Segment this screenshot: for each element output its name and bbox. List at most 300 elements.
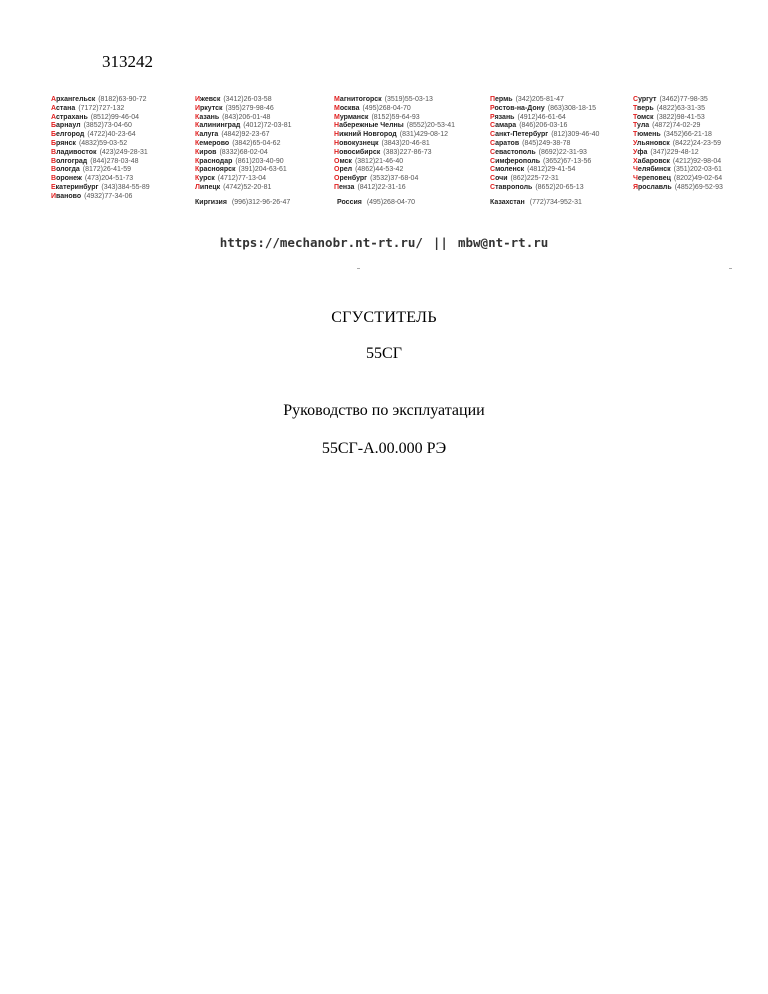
city-rest: алининград [199, 122, 241, 130]
city-rest: ипецк [199, 183, 221, 191]
city-rest: анкт-Петербург [495, 131, 549, 139]
city-initial: К [195, 113, 200, 121]
contact-phone: (4832)59-03-52 [78, 139, 128, 147]
contact-phone: (4722)40-23-64 [87, 131, 136, 139]
footer-city: Россия [337, 199, 362, 206]
city-initial: Б [51, 122, 57, 130]
contact-entry [51, 175, 150, 184]
city-initial: И [51, 192, 57, 200]
contact-entry [334, 96, 455, 105]
contact-city [633, 158, 670, 165]
document-type: Руководство по эксплуатации [283, 402, 485, 419]
contact-city [51, 166, 80, 173]
city-rest: расноярск [199, 166, 236, 174]
city-initial: Р [490, 113, 495, 121]
contact-city [633, 140, 670, 147]
contact-phone: (4742)52-20-81 [223, 183, 272, 191]
contact-phone: (4712)77-13-04 [217, 175, 267, 183]
contact-entry [51, 131, 150, 140]
city-initial: М [334, 96, 340, 103]
city-rest: амара [495, 122, 517, 130]
contact-entry [490, 166, 599, 175]
contact-city [334, 105, 360, 112]
city-rest: ула [637, 122, 650, 130]
contact-city [334, 184, 354, 191]
contact-city [334, 114, 368, 121]
contact-city [51, 114, 88, 121]
city-initial: С [490, 139, 496, 147]
contact-phone: (3843)20-46-81 [381, 139, 430, 147]
contact-city [490, 96, 513, 103]
contact-city [633, 166, 671, 173]
contact-phone: (863)308-18-15 [547, 104, 597, 112]
footer-phone: (495)268-04-70 [366, 199, 416, 206]
contact-city [51, 105, 75, 112]
city-rest: олгоград [56, 157, 88, 165]
contact-entry [51, 122, 150, 131]
contact-city [334, 96, 382, 103]
contact-city [490, 122, 516, 129]
contact-phone: (8182)63-90-72 [98, 96, 147, 103]
city-initial: Т [633, 131, 638, 139]
contact-entry [490, 122, 599, 131]
contact-city [490, 158, 540, 165]
city-initial: П [490, 96, 496, 103]
product-model: 55СГ [366, 345, 402, 362]
contact-city [490, 166, 524, 173]
city-rest: рел [339, 166, 353, 174]
contact-entry [633, 114, 723, 123]
contact-entry [334, 175, 455, 184]
city-rest: ладивосток [56, 148, 97, 156]
city-rest: имферополь [495, 157, 541, 165]
contact-phone: (395)279-98-46 [225, 104, 274, 112]
contact-city [633, 122, 649, 129]
contact-entry [334, 158, 455, 167]
contact-phone: (3852)73-04-60 [83, 122, 132, 130]
contact-phone: (423)249-28-31 [99, 148, 148, 156]
contact-city [195, 105, 223, 112]
city-rest: ургут [638, 96, 657, 103]
contact-phone: (846)206-03-16 [519, 122, 568, 130]
contact-city [334, 131, 397, 138]
city-initial: А [51, 96, 57, 103]
contact-entry [51, 193, 150, 202]
city-rest: стана [55, 104, 76, 112]
contact-phone: (3812)21-46-40 [354, 157, 404, 165]
city-rest: овокузнецк [339, 139, 379, 147]
contact-city [334, 166, 352, 173]
city-rest: верь [637, 104, 654, 112]
city-initial: Б [51, 131, 57, 139]
city-rest: овосибирск [339, 148, 381, 156]
contact-phone: (4812)29-41-54 [527, 166, 576, 174]
contact-phone: (383)227-86-73 [383, 148, 432, 156]
city-rest: евастополь [495, 148, 536, 156]
contact-entry [51, 149, 150, 158]
contact-entry [633, 140, 723, 149]
contact-city [490, 105, 545, 112]
contact-phone: (861)203-40-90 [235, 157, 284, 165]
contact-city [490, 131, 548, 138]
contact-phone: (3452)66-21-18 [663, 131, 712, 139]
city-initial: Н [334, 131, 340, 139]
city-initial: И [195, 96, 201, 103]
contact-phone: (4842)92-23-67 [221, 131, 270, 139]
city-initial: К [195, 122, 200, 130]
contact-phone: (8422)24-23-59 [672, 139, 722, 147]
contact-phone: (4872)74-02-29 [652, 122, 701, 130]
contact-city [51, 96, 95, 103]
contact-entry [195, 105, 292, 114]
city-initial: С [490, 175, 496, 183]
contact-entry [490, 140, 599, 149]
contact-entry [334, 166, 455, 175]
contact-phone: (3462)77-98-35 [659, 96, 708, 103]
contact-entry [51, 166, 150, 175]
contact-city [633, 105, 654, 112]
contact-entry [490, 131, 599, 140]
contact-phone: (3842)65-04-62 [232, 139, 281, 147]
city-initial: А [51, 104, 56, 112]
contact-phone: (391)204-63-61 [238, 166, 287, 174]
contact-phone: (495)268-04-70 [362, 104, 411, 112]
city-initial: Ч [633, 175, 638, 183]
contact-entry [51, 96, 150, 105]
city-initial: А [51, 113, 56, 121]
city-initial: В [51, 157, 57, 165]
footer-city: Киргизия [195, 199, 227, 206]
contact-city [633, 184, 672, 191]
city-initial: У [633, 139, 637, 147]
contact-phone: (7172)727-132 [78, 104, 125, 112]
contact-phone: (3822)98-41-53 [656, 113, 705, 121]
city-initial: Е [51, 183, 56, 191]
city-rest: ологда [56, 166, 80, 174]
city-initial: С [490, 166, 496, 174]
contact-phone: (4852)69-52-93 [674, 183, 723, 191]
contact-phone: (8152)59-64-93 [371, 113, 420, 121]
contact-entry [51, 184, 150, 193]
contact-entry [51, 114, 150, 123]
city-initial: С [490, 157, 496, 165]
contact-phone: (8172)26-41-59 [82, 166, 132, 174]
contact-links [0, 235, 768, 250]
contact-phone: (3532)37-68-04 [370, 175, 419, 183]
contact-entry [633, 96, 723, 105]
city-rest: рхангельск [56, 96, 96, 103]
contact-city [334, 175, 367, 182]
contact-phone: (4822)63-31-35 [656, 104, 705, 112]
city-rest: юмень [637, 131, 661, 139]
contact-entry [334, 149, 455, 158]
city-initial: Т [633, 113, 637, 121]
city-initial: О [334, 157, 340, 165]
city-rest: фа [637, 148, 648, 156]
contact-phone: (8652)20-65-13 [535, 183, 584, 191]
contact-city [195, 166, 236, 173]
contact-city [51, 193, 81, 200]
city-rest: оронеж [56, 175, 82, 183]
scan-dot [729, 268, 732, 269]
contact-phone: (8332)68-02-04 [219, 148, 268, 156]
footer-phone: (772)734-952-31 [529, 199, 582, 206]
city-rest: ркутск [200, 104, 223, 112]
contact-city [633, 149, 647, 156]
city-initial: С [490, 131, 496, 139]
city-initial: Н [334, 148, 340, 156]
contact-phone: (4012)72-03-81 [243, 122, 292, 130]
contact-city [51, 122, 81, 129]
contact-entry [195, 175, 292, 184]
contact-city [51, 131, 84, 138]
contact-city [490, 175, 508, 182]
contact-city [195, 131, 218, 138]
contact-entry [334, 131, 455, 140]
city-initial: Х [633, 157, 638, 165]
contact-city [195, 140, 229, 147]
city-rest: абережные Челны [339, 122, 404, 130]
contact-city [51, 184, 98, 191]
contact-city [334, 122, 404, 129]
contact-entry [633, 184, 723, 193]
contact-entry [195, 184, 292, 193]
contact-entry [633, 166, 723, 175]
contact-entry [195, 122, 292, 131]
city-rest: таврополь [495, 183, 533, 191]
contact-phone: (812)309-46-40 [551, 131, 600, 139]
contact-city [51, 149, 97, 156]
product-type-title: СГУСТИТЕЛЬ [331, 309, 437, 326]
city-initial: Т [633, 122, 638, 130]
contact-entry [490, 96, 599, 105]
contact-phone: (3652)67-13-56 [543, 157, 592, 165]
contact-phone: (845)249-38-78 [522, 139, 571, 147]
city-rest: льяновск [636, 139, 670, 147]
contact-city [195, 122, 240, 129]
contact-phone: (342)205-81-47 [515, 96, 564, 103]
contact-city [195, 96, 220, 103]
contact-phone: (844)278-03-48 [90, 157, 139, 165]
city-initial: М [334, 104, 340, 112]
city-initial: И [195, 104, 201, 112]
city-rest: емерово [199, 139, 230, 147]
footer-contact-russia [337, 199, 415, 208]
contact-entry [490, 175, 599, 184]
contacts-column-3 [334, 96, 455, 193]
city-rest: моленск [495, 166, 525, 174]
document-code: 55СГ-А.00.000 РЭ [321, 440, 447, 457]
contact-city [490, 140, 519, 147]
footer-city: Казахстан [490, 199, 525, 206]
city-initial: Н [334, 122, 340, 130]
city-rest: абаровск [637, 157, 670, 165]
email-link[interactable]: mbw@nt-rt.ru [457, 235, 549, 250]
contact-entry [633, 105, 723, 114]
city-initial: Ч [633, 166, 638, 174]
contact-phone: (8692)22-31-93 [538, 148, 587, 156]
contact-entry [195, 96, 292, 105]
contacts-column-5 [633, 96, 723, 193]
contact-entry [633, 131, 723, 140]
contact-city [490, 114, 514, 121]
contact-entry [334, 105, 455, 114]
city-rest: ренбург [339, 175, 368, 183]
contact-phone: (4212)92-98-04 [672, 157, 722, 165]
contact-city [195, 158, 232, 165]
footer-contact-kazakhstan [490, 199, 582, 208]
contact-entry [195, 166, 292, 175]
contact-phone: (3412)26-03-58 [223, 96, 272, 103]
contact-entry [490, 105, 599, 114]
city-initial: Р [490, 104, 495, 112]
city-initial: Л [195, 183, 200, 191]
contact-phone: (862)225-72-31 [510, 175, 559, 183]
city-initial: К [195, 139, 200, 147]
contact-city [195, 175, 215, 182]
contacts-column-4 [490, 96, 599, 193]
city-rest: язань [494, 113, 515, 121]
contact-phone: (347)229-48-12 [650, 148, 699, 156]
links-separator: || [432, 235, 448, 250]
contact-city [633, 114, 654, 121]
footer-contact-kyrgyzstan [195, 199, 290, 208]
contact-city [334, 140, 379, 147]
contact-phone: (8412)22-31-16 [357, 183, 406, 191]
contact-entry [195, 114, 292, 123]
city-rest: енза [339, 183, 355, 191]
city-rest: раснодар [199, 157, 233, 165]
city-rest: елгород [56, 131, 85, 139]
contact-city [490, 184, 532, 191]
city-rest: урск [199, 175, 215, 183]
city-initial: Я [633, 183, 639, 191]
city-initial: С [490, 183, 496, 191]
contact-city [633, 96, 656, 103]
contact-city [633, 131, 661, 138]
contact-phone: (4862)44-53-42 [355, 166, 404, 174]
contact-city [195, 149, 216, 156]
contact-phone: (351)202-03-61 [673, 166, 722, 174]
city-initial: В [51, 148, 57, 156]
city-rest: страхань [55, 113, 88, 121]
contact-entry [51, 140, 150, 149]
city-rest: омск [636, 113, 654, 121]
contact-entry [334, 140, 455, 149]
city-initial: Т [633, 104, 638, 112]
contacts-column-1 [51, 96, 150, 202]
city-initial: В [51, 166, 57, 174]
city-initial: К [195, 131, 200, 139]
city-rest: рянск [56, 139, 76, 147]
city-initial: С [490, 148, 496, 156]
contact-entry [334, 122, 455, 131]
city-rest: агнитогорск [339, 96, 382, 103]
city-initial: С [490, 122, 496, 130]
contact-city [51, 158, 87, 165]
contact-entry [490, 149, 599, 158]
city-rest: урманск [339, 113, 369, 121]
contact-city [51, 140, 76, 147]
contact-entry [51, 105, 150, 114]
contact-entry [195, 140, 292, 149]
city-initial: Н [334, 139, 340, 147]
contact-entry [490, 114, 599, 123]
city-rest: очи [495, 175, 508, 183]
contact-entry [51, 158, 150, 167]
city-initial: О [334, 166, 340, 174]
footer-phone: (996)312-96-26-47 [231, 199, 291, 206]
contacts-column-2 [195, 96, 292, 193]
city-rest: ваново [56, 192, 82, 200]
city-initial: К [195, 148, 200, 156]
city-initial: Б [51, 139, 57, 147]
city-rest: азань [199, 113, 220, 121]
contact-city [195, 184, 220, 191]
contact-phone: (8202)49-02-64 [673, 175, 723, 183]
contact-entry [334, 184, 455, 193]
contact-phone: (4912)46-61-64 [517, 113, 566, 121]
contact-entry [195, 158, 292, 167]
contact-phone: (473)204-51-73 [84, 175, 134, 183]
city-initial: У [633, 148, 638, 156]
contact-entry [633, 122, 723, 131]
website-link[interactable]: https://mechanobr.nt-rt.ru/ [219, 235, 423, 250]
city-rest: мск [339, 157, 352, 165]
city-initial: К [195, 175, 200, 183]
city-rest: остов-на-Дону [494, 104, 545, 112]
city-initial: К [195, 166, 200, 174]
city-initial: М [334, 113, 340, 121]
city-rest: осква [339, 104, 360, 112]
city-rest: алуга [199, 131, 219, 139]
contact-phone: (3519)55-03-13 [384, 96, 433, 103]
contact-city [195, 114, 219, 121]
city-rest: катеринбург [55, 183, 99, 191]
city-rest: ижний Новгород [339, 131, 397, 139]
city-rest: жевск [200, 96, 221, 103]
contact-entry [195, 149, 292, 158]
scan-dot [357, 268, 360, 269]
city-rest: аратов [495, 139, 520, 147]
city-initial: П [334, 183, 340, 191]
city-rest: ермь [495, 96, 513, 103]
city-rest: ереповец [637, 175, 671, 183]
city-initial: О [334, 175, 340, 183]
contact-entry [490, 184, 599, 193]
city-initial: С [633, 96, 639, 103]
contact-phone: (8512)99-46-04 [90, 113, 140, 121]
contact-phone: (843)206-01-48 [222, 113, 271, 121]
contact-phone: (831)429-08-12 [399, 131, 449, 139]
contact-entry [490, 158, 599, 167]
contact-phone: (8552)20-53-41 [406, 122, 455, 130]
contact-phone: (343)384-55-89 [101, 183, 150, 191]
city-rest: рославль [638, 183, 672, 191]
contact-city [334, 158, 352, 165]
contact-entry [195, 131, 292, 140]
contact-city [51, 175, 82, 182]
contact-city [490, 149, 536, 156]
document-number: 313242 [102, 52, 153, 71]
city-rest: елябинск [637, 166, 671, 174]
contact-city [334, 149, 380, 156]
city-initial: В [51, 175, 57, 183]
contact-entry [633, 149, 723, 158]
city-rest: арнаул [56, 122, 81, 130]
contact-phone: (4932)77-34-06 [84, 192, 133, 200]
contact-entry [633, 175, 723, 184]
